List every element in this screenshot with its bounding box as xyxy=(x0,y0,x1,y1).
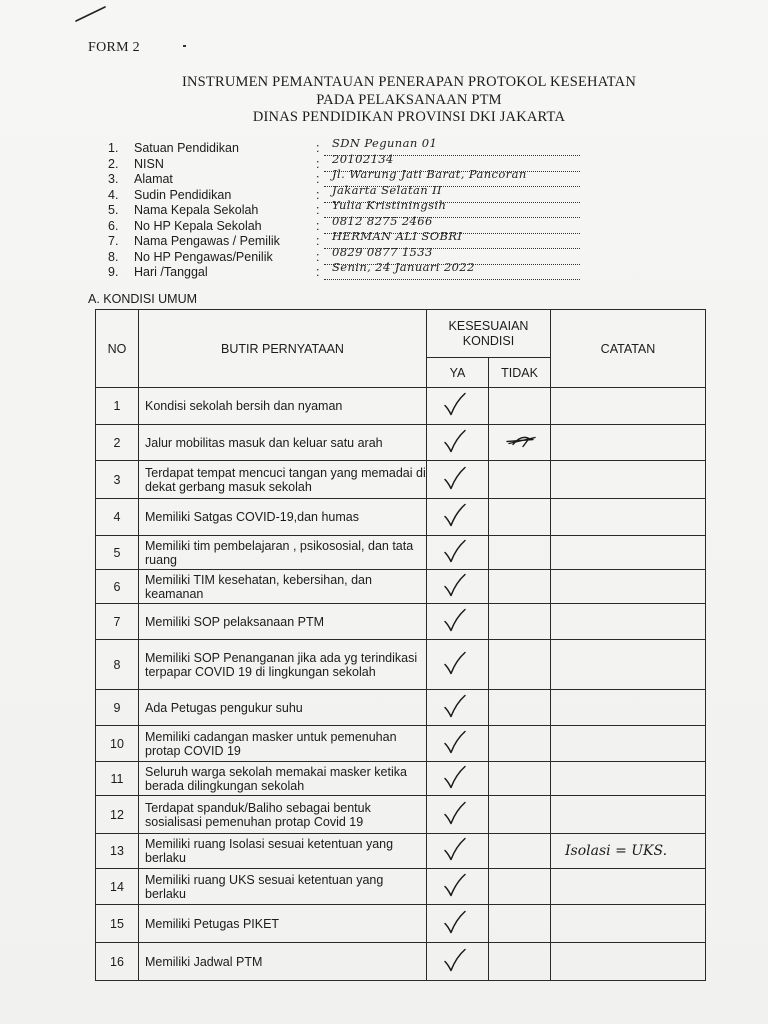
field-number: 8. xyxy=(108,249,119,264)
field-handwritten-value: Jl. Warung Jati Barat, Pancoran xyxy=(332,167,527,181)
no-cell xyxy=(489,640,551,690)
row-number: 3 xyxy=(96,461,139,499)
field-handwritten-value: Senin, 24 Januari 2022 xyxy=(332,260,475,274)
checkmark-icon xyxy=(443,538,467,567)
field-colon: : xyxy=(316,187,320,202)
row-statement: Memiliki Satgas COVID-19,dan humas xyxy=(139,499,427,536)
field-number: 3. xyxy=(108,172,119,186)
row-statement: Kondisi sekolah bersih dan nyaman xyxy=(139,388,427,425)
checkmark-icon xyxy=(443,729,467,758)
yes-cell xyxy=(427,869,489,905)
checkmark-icon xyxy=(443,392,467,421)
row-statement: Memiliki cadangan masker untuk pemenuhan protap COVID 19 xyxy=(139,726,427,762)
document-title xyxy=(0,74,768,127)
notes-cell xyxy=(551,690,706,726)
field-colon: : xyxy=(316,172,320,186)
row-number: 2 xyxy=(96,425,139,461)
checkmark-icon xyxy=(443,764,467,793)
yes-cell xyxy=(427,499,489,536)
field-label: NISN xyxy=(134,156,164,171)
notes-cell xyxy=(551,726,706,762)
field-label: No HP Kepala Sekolah xyxy=(134,218,262,233)
notes-cell xyxy=(551,388,706,425)
row-statement: Jalur mobilitas masuk dan keluar satu arah xyxy=(139,425,427,461)
notes-cell xyxy=(551,943,706,981)
row-statement: Terdapat tempat mencuci tangan yang memadai di dekat gerbang masuk sekolah xyxy=(139,461,427,499)
checkmark-icon xyxy=(443,572,467,601)
row-number: 12 xyxy=(96,796,139,834)
row-number: 1 xyxy=(96,388,139,425)
row-statement: Memiliki SOP pelaksanaan PTM xyxy=(139,604,427,640)
notes-cell xyxy=(551,762,706,796)
no-cell xyxy=(489,869,551,905)
field-number: 6. xyxy=(108,218,119,233)
row-number: 7 xyxy=(96,604,139,640)
header-conformity-label: KESESUAIAN KONDISI xyxy=(448,318,529,348)
table-row xyxy=(96,905,706,943)
section-title: A. KONDISI UMUM xyxy=(88,292,198,306)
header-no: NO xyxy=(96,310,139,388)
header-statement: BUTIR PERNYATAAN xyxy=(139,310,427,388)
yes-cell xyxy=(427,570,489,604)
pen-stroke-mark xyxy=(74,4,108,24)
yes-cell xyxy=(427,425,489,461)
no-cell xyxy=(489,726,551,762)
field-label: Satuan Pendidikan xyxy=(134,141,239,155)
header-conformity xyxy=(427,310,551,358)
row-statement: Memiliki Jadwal PTM xyxy=(139,943,427,981)
notes-cell xyxy=(551,425,706,461)
field-handwritten-value: 0829 0877 1533 xyxy=(332,244,433,259)
yes-cell xyxy=(427,604,489,640)
table-row xyxy=(96,461,706,499)
field-number: 4. xyxy=(108,187,119,202)
row-number: 11 xyxy=(96,762,139,796)
row-statement: Seluruh warga sekolah memakai masker ketika berada dilingkungan sekolah xyxy=(139,762,427,796)
table-row xyxy=(96,425,706,461)
checkmark-icon xyxy=(443,465,467,494)
row-number: 8 xyxy=(96,640,139,690)
checkmark-icon xyxy=(443,650,467,679)
checklist-rows xyxy=(96,388,706,981)
row-number: 10 xyxy=(96,726,139,762)
no-cell xyxy=(489,796,551,834)
row-statement: Memiliki tim pembelajaran , psikososial, dan tata ruang xyxy=(139,536,427,570)
field-colon: : xyxy=(316,249,320,264)
yes-cell xyxy=(427,690,489,726)
row-number: 9 xyxy=(96,690,139,726)
table-row xyxy=(96,796,706,834)
field-handwritten-value: Jakarta Selatan II xyxy=(332,182,442,197)
header-notes: CATATAN xyxy=(551,310,706,388)
checkmark-icon xyxy=(443,800,467,829)
field-colon: : xyxy=(316,141,320,155)
table-row xyxy=(96,640,706,690)
handwritten-note: Isolasi = UKS. xyxy=(565,843,668,859)
field-handwritten-value: SDN Pegunan 01 xyxy=(332,136,438,150)
field-colon: : xyxy=(316,265,320,279)
field-number: 1. xyxy=(108,141,119,155)
field-number: 5. xyxy=(108,203,119,217)
no-cell xyxy=(489,499,551,536)
table-row xyxy=(96,690,706,726)
title-line-2: PADA PELAKSANAAN PTM xyxy=(316,91,502,108)
no-cell xyxy=(489,570,551,604)
field-label: Nama Pengawas / Pemilik xyxy=(134,234,280,248)
no-cell xyxy=(489,425,551,461)
row-number: 13 xyxy=(96,834,139,869)
field-label: Alamat xyxy=(134,172,173,186)
field-handwritten-value: HERMAN ALI SOBRI xyxy=(332,229,463,243)
notes-cell xyxy=(551,499,706,536)
row-statement: Terdapat spanduk/Baliho sebagai bentuk sosialisasi pemenuhan protap Covid 19 xyxy=(139,796,427,834)
header-yes: YA xyxy=(427,358,489,388)
row-statement: Ada Petugas pengukur suhu xyxy=(139,690,427,726)
field-number: 2. xyxy=(108,156,119,171)
no-cell xyxy=(489,536,551,570)
checkmark-icon xyxy=(443,947,467,976)
field-label: No HP Pengawas/Penilik xyxy=(134,249,273,264)
scribble-strike-icon xyxy=(505,432,539,453)
no-cell xyxy=(489,388,551,425)
yes-cell xyxy=(427,762,489,796)
stray-mark xyxy=(183,45,186,47)
row-statement: Memiliki Petugas PIKET xyxy=(139,905,427,943)
row-statement: Memiliki SOP Penanganan jika ada yg terindikasi terpapar COVID 19 di lingkungan sekolah xyxy=(139,640,427,690)
no-cell xyxy=(489,943,551,981)
no-cell xyxy=(489,690,551,726)
no-cell xyxy=(489,905,551,943)
checkmark-icon xyxy=(443,607,467,636)
notes-cell xyxy=(551,869,706,905)
title-line-3: DINAS PENDIDIKAN PROVINSI DKI JAKARTA xyxy=(252,109,566,125)
no-cell xyxy=(489,762,551,796)
checkmark-icon xyxy=(443,503,467,532)
yes-cell xyxy=(427,796,489,834)
checkmark-icon xyxy=(443,693,467,722)
yes-cell xyxy=(427,834,489,869)
table-row xyxy=(96,943,706,981)
row-statement: Memiliki TIM kesehatan, kebersihan, dan keamanan xyxy=(139,570,427,604)
no-cell xyxy=(489,461,551,499)
field-handwritten-value: 0812 8275 2466 xyxy=(332,213,433,228)
row-number: 5 xyxy=(96,536,139,570)
table-row xyxy=(96,388,706,425)
yes-cell xyxy=(427,640,489,690)
notes-cell xyxy=(551,604,706,640)
notes-cell xyxy=(551,796,706,834)
field-label: Sudin Pendidikan xyxy=(134,187,232,202)
field-colon: : xyxy=(316,234,320,248)
table-row xyxy=(96,604,706,640)
table-row xyxy=(96,570,706,604)
row-number: 16 xyxy=(96,943,139,981)
yes-cell xyxy=(427,905,489,943)
table-row xyxy=(96,499,706,536)
yes-cell xyxy=(427,726,489,762)
row-statement: Memiliki ruang Isolasi sesuai ketentuan yang berlaku xyxy=(139,834,427,869)
field-label: Hari /Tanggal xyxy=(134,265,208,279)
no-cell xyxy=(489,834,551,869)
title-line-1: INSTRUMEN PEMANTAUAN PENERAPAN PROTOKOL KESEHATAN xyxy=(181,74,637,90)
identity-fields xyxy=(108,136,668,281)
field-number: 7. xyxy=(108,234,119,248)
notes-cell xyxy=(551,640,706,690)
notes-cell xyxy=(551,461,706,499)
yes-cell xyxy=(427,536,489,570)
checkmark-icon xyxy=(443,909,467,938)
notes-cell xyxy=(551,834,706,869)
notes-cell xyxy=(551,536,706,570)
row-number: 4 xyxy=(96,499,139,536)
checkmark-icon xyxy=(443,428,467,457)
field-colon: : xyxy=(316,156,320,171)
no-cell xyxy=(489,604,551,640)
row-statement: Memiliki ruang UKS sesuai ketentuan yang berlaku xyxy=(139,869,427,905)
row-number: 6 xyxy=(96,570,139,604)
yes-cell xyxy=(427,388,489,425)
table-row xyxy=(96,834,706,869)
row-number: 14 xyxy=(96,869,139,905)
table-row xyxy=(96,726,706,762)
yes-cell xyxy=(427,461,489,499)
yes-cell xyxy=(427,943,489,981)
row-number: 15 xyxy=(96,905,139,943)
checkmark-icon xyxy=(443,872,467,901)
field-label: Nama Kepala Sekolah xyxy=(134,203,259,217)
field-colon: : xyxy=(316,203,320,217)
field-number: 9. xyxy=(108,265,119,279)
field-colon: : xyxy=(316,218,320,233)
field-handwritten-value: Yulia Kristiningsih xyxy=(332,198,447,212)
form-label: FORM 2 xyxy=(88,40,140,55)
header-no-col: TIDAK xyxy=(489,358,551,388)
field-handwritten-value: 20102134 xyxy=(332,151,394,166)
notes-cell xyxy=(551,570,706,604)
checklist-table xyxy=(95,309,706,981)
table-row xyxy=(96,762,706,796)
table-row xyxy=(96,536,706,570)
field-row xyxy=(108,260,668,281)
notes-cell xyxy=(551,905,706,943)
checkmark-icon xyxy=(443,837,467,866)
table-row xyxy=(96,869,706,905)
